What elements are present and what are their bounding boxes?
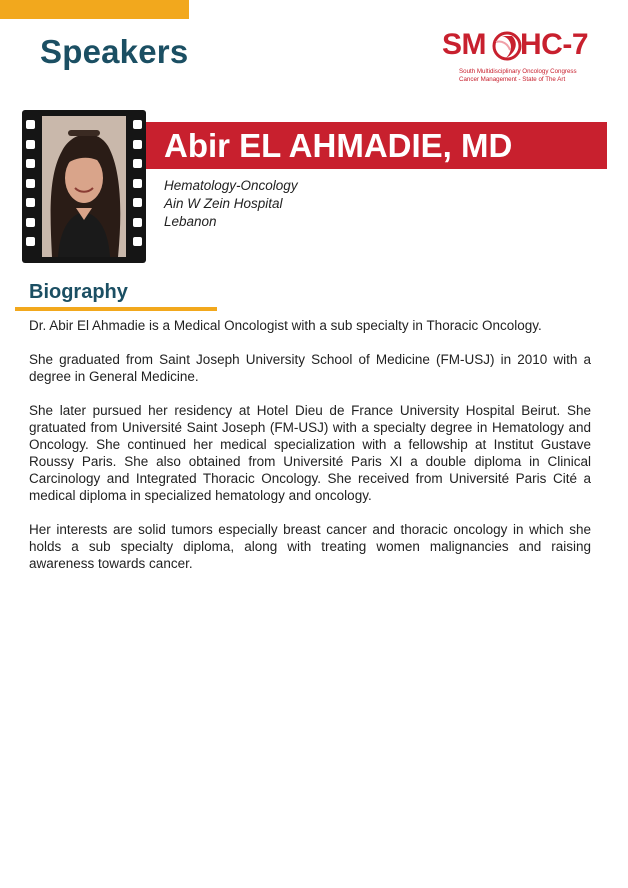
top-accent-bar <box>0 0 189 19</box>
logo-subtitle <box>459 68 577 84</box>
biography-paragraph: Her interests are solid tumors especially breast cancer and thoracic oncology in which she holds a sub specialty diploma, along with treating women malignancies and raising awareness towards cancer. <box>29 522 591 571</box>
speaker-photo-frame <box>22 110 146 263</box>
film-holes-right <box>133 120 143 257</box>
speaker-photo <box>42 116 126 257</box>
biography-paragraph: She later pursued her residency at Hotel Dieu de France University Hospital Beirut. She gratuated from Université Saint Joseph (FM-USJ) with a specialty degree in Hematology and Oncology. She continued her medical specialization with a fellowship at Institut Gustave Roussy Paris. She also obtained from Université Paris XI a double diploma in Clinical Carcinology and Integrated Thoracic Oncology. She received from Université Paris Cité a medical diploma in specialized hematology and oncology. <box>29 403 591 503</box>
speaker-country: Lebanon <box>164 214 217 229</box>
speaker-name-band <box>146 122 607 169</box>
biography-underline <box>15 307 217 311</box>
page-title: Speakers <box>40 33 189 70</box>
speaker-institution: Ain W Zein Hospital <box>164 196 283 211</box>
speaker-name: Abir EL AHMADIE, MD <box>164 127 513 164</box>
logo-text-right: HC-7 <box>520 28 589 61</box>
speaker-portrait-icon <box>42 116 126 257</box>
logo-subtitle-line1: South Multidisciplinary Oncology Congress <box>459 68 577 75</box>
biography-text <box>29 317 591 589</box>
logo-text-left: SM <box>442 28 486 61</box>
logo-subtitle-line2: Cancer Management - State of The Art <box>459 76 566 83</box>
speaker-affiliation <box>164 177 298 231</box>
biography-paragraph: She graduated from Saint Joseph University School of Medicine (FM-USJ) in 2010 with a degree in General Medicine. <box>29 352 591 384</box>
biography-paragraph: Dr. Abir El Ahmadie is a Medical Oncologist with a sub specialty in Thoracic Oncology. <box>29 318 542 333</box>
speaker-specialty: Hematology-Oncology <box>164 178 298 193</box>
film-holes-left <box>26 120 36 257</box>
congress-logo <box>442 26 612 86</box>
ribbon-swirl-icon <box>490 28 526 64</box>
biography-heading: Biography <box>29 281 128 303</box>
